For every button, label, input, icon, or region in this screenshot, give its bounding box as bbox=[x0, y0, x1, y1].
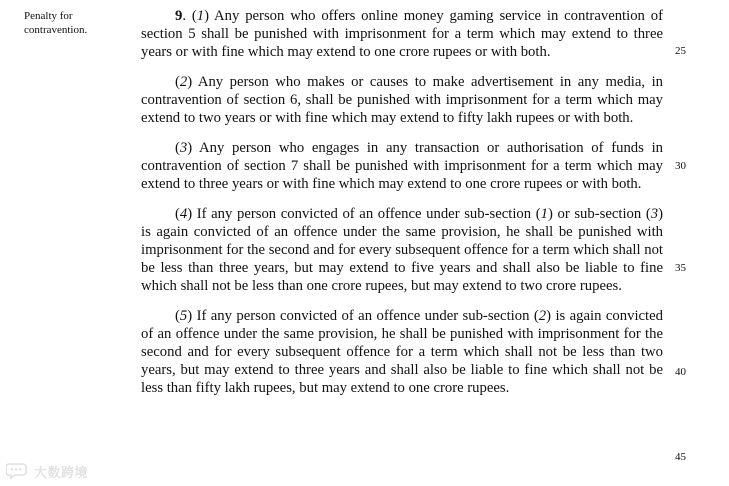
margin-note bbox=[24, 9, 124, 37]
subsection-number: 2 bbox=[179, 74, 188, 90]
paragraph-5: (5) If any person convicted of an offence under sub-section (2) is again convicted of an offence under the same provision, he shall be punished with imprisonment for the second and for every subsequent offence for a term which shall not be less than two years, but may extend to three years and shall also be liable to fine which shall not be less than fifty lakh rupees, but may extend to one crore rupees. bbox=[141, 308, 663, 396]
watermark bbox=[6, 460, 88, 482]
line-number-40: 40 bbox=[675, 366, 686, 378]
margin-note-line2: contravention. bbox=[24, 24, 88, 36]
paragraph-text: Any person who offers online money gaming service in contravention of section 5 shall be punished with imprisonment for a term which may extend to three years or with fine which may extend to one crore rupees or with both. bbox=[141, 8, 663, 60]
paragraph-text-part2: is again convicted of an offence under the same provision, he shall be punished with imprisonment for the second and for every subsequent offence for a term which shall not be less than two years, but may extend to three years and shall also be liable to fine which shall not be less than fifty lakh rupees, but may extend to one crore rupees. bbox=[141, 308, 663, 396]
section-body bbox=[141, 7, 663, 397]
paragraph-text: Any person who makes or causes to make advertisement in any media, in contravention of section 6, shall be punished with imprisonment for a term which may extend to two years or with fine which may extend to fifty lakh rupees or with both. bbox=[141, 74, 663, 126]
paragraph-1: 9. (1) Any person who offers online money gaming service in contravention of section 5 shall be punished with imprisonment for a term which may extend to three years or with fine which may extend to one crore rupees or with both. bbox=[141, 8, 663, 60]
subsection-ref: 1 bbox=[540, 206, 548, 222]
paragraph-text-part1: If any person convicted of an offence under sub-section bbox=[196, 308, 530, 324]
subsection-number: 4 bbox=[179, 206, 188, 222]
paragraph-4: (4) If any person convicted of an offence under sub-section (1) or sub-section (3) is again convicted of an offence under the same provision, he shall be punished with imprisonment for the second and for every subsequent offence for a term which shall not be less than three years, but may extend to five years and shall also be liable to fine which shall not be less than one crore rupees, but may extend to two crore rupees. bbox=[141, 206, 663, 294]
line-number-35: 35 bbox=[675, 262, 686, 274]
subsection-number: 5 bbox=[179, 308, 188, 324]
line-number-45: 45 bbox=[675, 451, 686, 463]
paragraph-text-part3: is again convicted of an offence under the same provision, he shall be punished with imprisonment for the second and for every subsequent offence for a term which shall not be less than three years, but may extend to five years and shall also be liable to fine which shall not be less than one crore rupees, but may extend to two crore rupees. bbox=[141, 224, 663, 294]
paragraph-3: (3) Any person who engages in any transaction or authorisation of funds in contravention of section 7 shall be punished with imprisonment for a term which may extend to three years or with fine which may extend to one crore rupees or with both. bbox=[141, 140, 663, 192]
line-number-25: 25 bbox=[675, 45, 686, 57]
subsection-ref: 3 bbox=[650, 206, 659, 222]
subsection-ref: 2 bbox=[538, 308, 547, 324]
subsection-number: 3 bbox=[179, 140, 188, 156]
section-number: 9 bbox=[175, 8, 183, 24]
chat-bubble-logo-icon bbox=[6, 462, 30, 480]
margin-note-line1: Penalty for bbox=[24, 10, 73, 22]
paragraph-2: (2) Any person who makes or causes to make advertisement in any media, in contravention of section 6, shall be punished with imprisonment for a term which may extend to two years or with fine which may extend to fifty lakh rupees or with both. bbox=[141, 74, 663, 126]
subsection-number: 1 bbox=[196, 8, 205, 24]
paragraph-text-part1: If any person convicted of an offence under sub-section bbox=[196, 206, 532, 222]
watermark-text: 大数跨境 bbox=[34, 465, 89, 481]
paragraph-text: Any person who engages in any transaction or authorisation of funds in contravention of section 7 shall be punished with imprisonment for a term which may extend to three years or with fine which may extend to one crore rupees or with both. bbox=[141, 140, 663, 192]
line-number-30: 30 bbox=[675, 160, 686, 172]
paragraph-text-part2: or sub-section bbox=[557, 206, 642, 222]
